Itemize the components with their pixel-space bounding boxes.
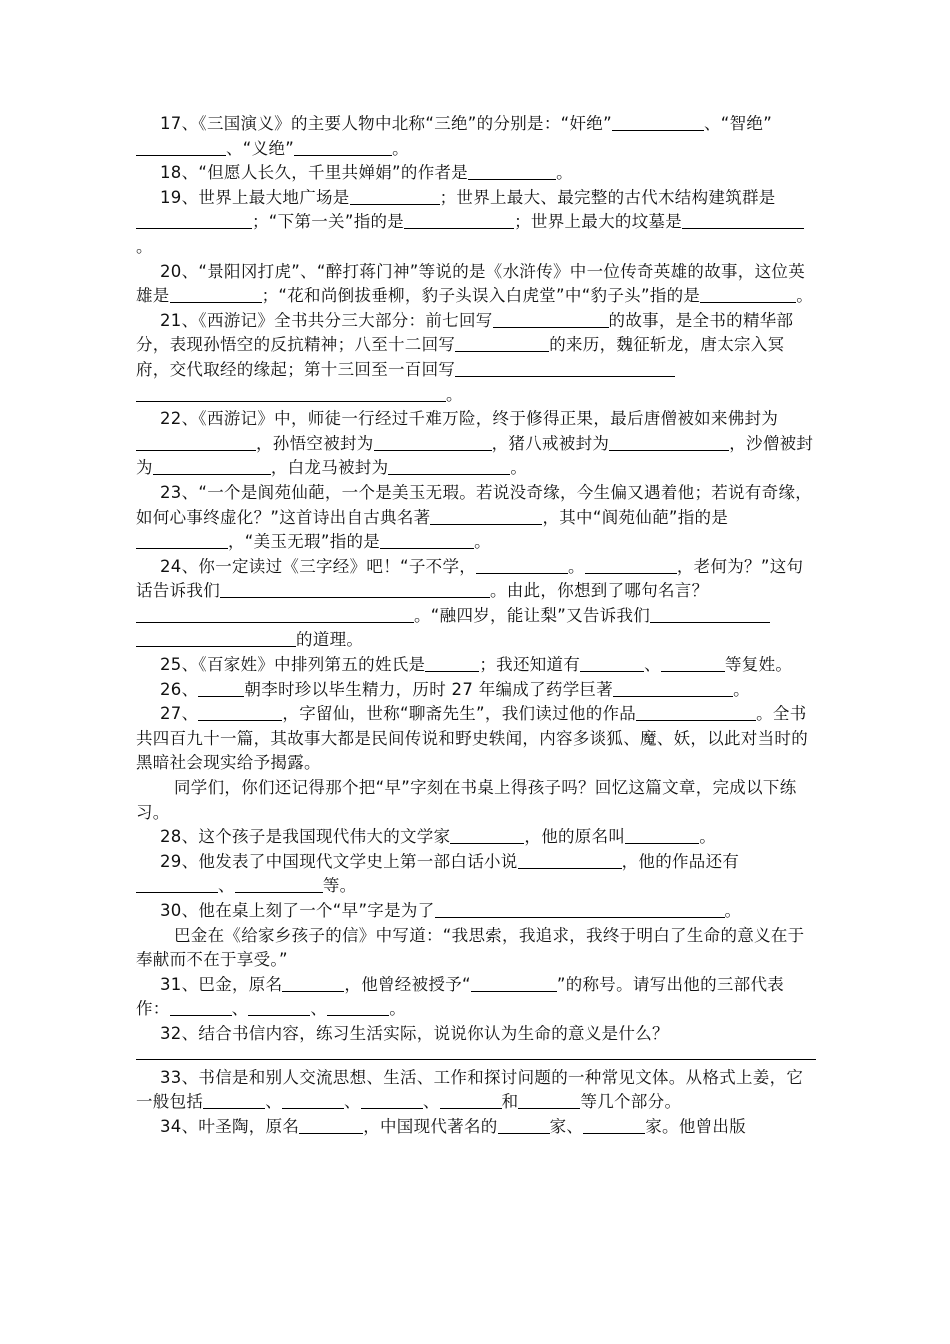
question-17: 17、《三国演义》的主要人物中北称“三绝”的分别是：“奸绝” 、“智绝”、“义绝” 。 — [136, 112, 816, 161]
blank[interactable] — [136, 138, 226, 156]
blank[interactable] — [468, 162, 556, 180]
question-20: 20、“景阳冈打虎”、“醉打蒋门神”等说的是《水浒传》中一位传奇英雄的故事，这位英雄是 ；“花和尚倒拔垂柳，豹子头误入白虎堂”中“豹子头”指的是 。 — [136, 261, 814, 306]
blank[interactable] — [153, 457, 271, 475]
question-33: 33、书信是和别人交流思想、生活、工作和探讨问题的一种常见文体。从格式上姜，它一般包括 、 、 、 和 等几个部分。 — [136, 1067, 804, 1112]
blank[interactable] — [625, 826, 699, 844]
blank[interactable] — [498, 1116, 550, 1134]
blank[interactable] — [650, 605, 770, 623]
worksheet — [136, 112, 816, 1139]
blank[interactable] — [136, 629, 296, 647]
blank[interactable] — [471, 974, 557, 992]
blank[interactable] — [136, 211, 252, 229]
blank[interactable] — [455, 359, 675, 377]
blank[interactable] — [235, 875, 323, 893]
question-25: 25、《百家姓》中排列第五的姓氏是 ；我还知道有 、 等复姓。 — [160, 655, 793, 675]
blank[interactable] — [361, 1091, 423, 1109]
blank[interactable] — [374, 433, 492, 451]
blank[interactable] — [198, 703, 282, 721]
blank[interactable] — [170, 998, 232, 1016]
blank[interactable] — [430, 507, 542, 525]
blank[interactable] — [136, 384, 446, 402]
question-26: 26、 朝李时珍以毕生精力，历时 27 年编成了药学巨著 。 — [160, 679, 750, 699]
blank[interactable] — [580, 654, 644, 672]
blank[interactable] — [518, 1091, 580, 1109]
blank[interactable] — [170, 285, 262, 303]
blank[interactable] — [476, 556, 568, 574]
blank[interactable] — [327, 998, 389, 1016]
question-18: 18、“但愿人长久，千里共婵娟”的作者是 。 — [160, 163, 573, 183]
question-23: 23、“一个是阆苑仙葩，一个是美玉无瑕。若说没奇缘，今生偏又遇着他；若说有奇缘，如何心事终虚化？”这首诗出自古典名著 ，其中“阆苑仙葩”指的是，“美玉无瑕”指的是 。 — [136, 482, 813, 552]
question-22: 22、《西游记》中，师徒一行经过千难万险，终于修得正果，最后唐僧被如来佛封为，孙悟空被封为 ，猪八戒被封为 ，沙僧被封为 ，白龙马被封为 。 — [136, 409, 814, 478]
intro-paragraph: 同学们，你们还记得那个把“早”字刻在书桌上得孩子吗？回忆这篇文章，完成以下练习。 — [136, 778, 797, 822]
blank[interactable] — [388, 457, 510, 475]
blank[interactable] — [425, 654, 479, 672]
blank[interactable] — [282, 974, 344, 992]
blank[interactable] — [583, 1116, 645, 1134]
question-27: 27、 ，字留仙，世称“聊斋先生”，我们读过他的作品 。全书共四百九十一篇，其故事大都是民间传说和野史轶闻，内容多谈狐、魔、妖，以此对当时的黑暗社会现实给予揭露。 — [136, 704, 808, 773]
question-31: 31、巴金，原名 ，他曾经被授予“ ”的称号。请写出他的三部代表作： 、 、 。 — [136, 974, 785, 1019]
blank[interactable] — [661, 654, 725, 672]
blank[interactable] — [450, 826, 524, 844]
blank[interactable] — [404, 211, 514, 229]
blank[interactable] — [136, 605, 414, 623]
question-19: 19、世界上最大地广场是 ；世界上最大、最完整的古代木结构建筑群是；“下第一关”指的是 ；世界上最大的坟墓是。 — [136, 186, 816, 260]
blank[interactable] — [380, 531, 474, 549]
blank[interactable] — [518, 851, 622, 869]
blank[interactable] — [636, 703, 756, 721]
blank[interactable] — [435, 900, 725, 918]
question-21: 21、《西游记》全书共分三大部分：前七回写 的故事，是全书的精华部分，表现孙悟空的反抗精神；八至十二回写 的来历，魏征斩龙，唐太宗入冥府，交代取经的缘起；第十三回至一百回写。 — [136, 310, 794, 404]
blank[interactable] — [455, 334, 549, 352]
blank[interactable] — [282, 1091, 344, 1109]
blank[interactable] — [299, 1116, 363, 1134]
blank[interactable] — [350, 187, 440, 205]
intro-paragraph: 巴金在《给家乡孩子的信》中写道：“我思索，我追求，我终于明白了生命的意义在于奉献而不在于享受。” — [136, 925, 805, 970]
blank[interactable] — [198, 679, 244, 697]
blank[interactable] — [136, 531, 228, 549]
question-32: 32、结合书信内容，练习生活实际，说说你认为生命的意义是什么？ — [160, 1023, 669, 1043]
blank[interactable] — [136, 433, 256, 451]
blank[interactable] — [136, 875, 218, 893]
blank[interactable] — [440, 1091, 502, 1109]
blank[interactable] — [220, 580, 490, 598]
blank[interactable] — [248, 998, 310, 1016]
question-24: 24、你一定读过《三字经》吧！“子不学， 。 ，老何为？”这句话告诉我们 。由此，你想到了哪句名言？。“融四岁，能让梨”又告诉我们的道理。 — [136, 556, 804, 650]
question-34: 34、叶圣陶，原名 ，中国现代著名的 家、 家。他曾出版 — [160, 1116, 747, 1136]
blank[interactable] — [682, 211, 804, 229]
blank[interactable] — [493, 310, 609, 328]
blank[interactable] — [612, 113, 704, 131]
question-28: 28、这个孩子是我国现代伟大的文学家 ，他的原名叫 。 — [160, 827, 717, 847]
answer-line[interactable] — [136, 1047, 816, 1060]
question-29: 29、他发表了中国现代文学史上第一部白话小说 ，他的作品还有、 等。 — [136, 850, 816, 899]
blank[interactable] — [294, 138, 392, 156]
question-30: 30、他在桌上刻了一个“早”字是为了 。 — [160, 901, 742, 920]
blank[interactable] — [585, 556, 677, 574]
blank[interactable] — [613, 679, 733, 697]
blank[interactable] — [203, 1091, 265, 1109]
blank[interactable] — [700, 285, 796, 303]
blank[interactable] — [609, 433, 729, 451]
